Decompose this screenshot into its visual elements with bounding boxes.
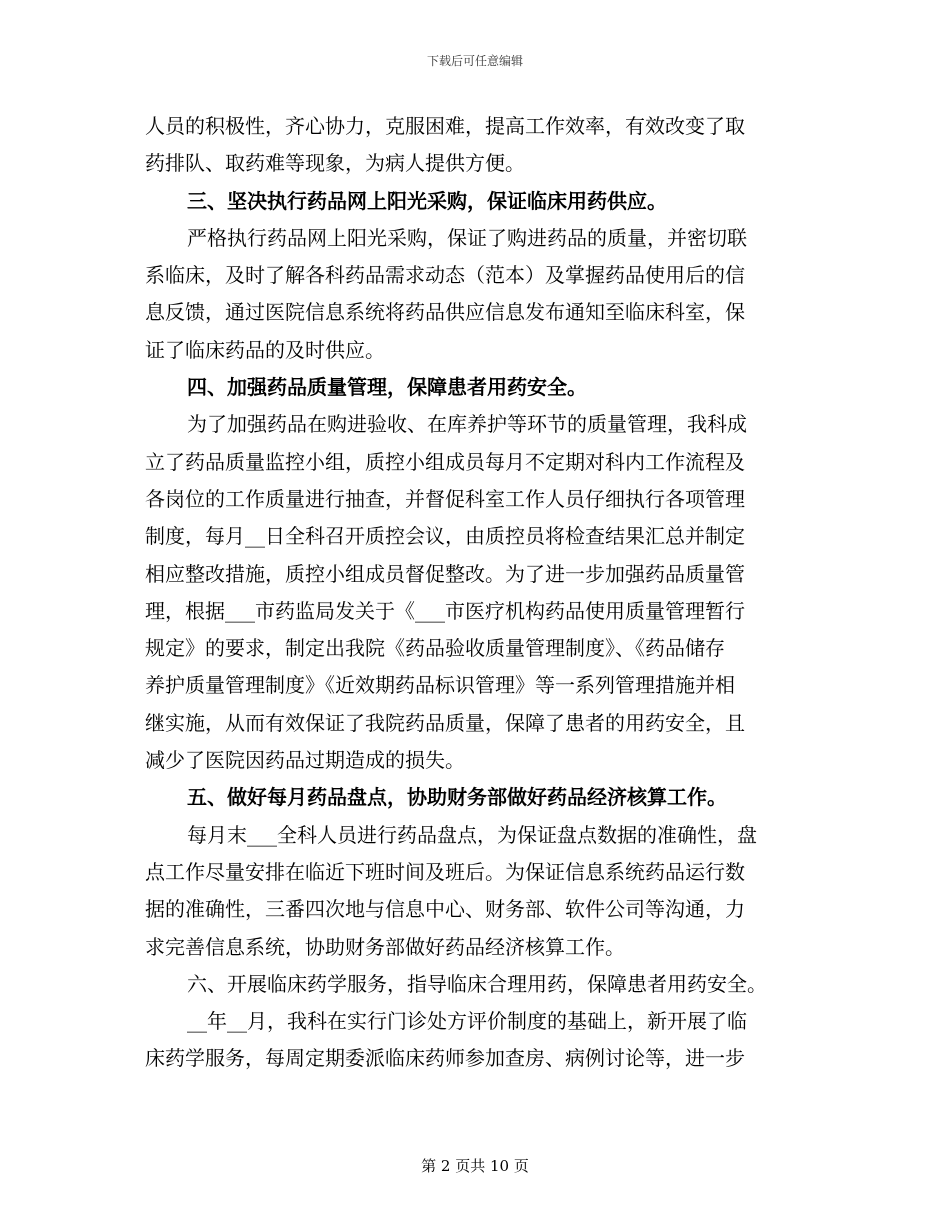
paragraph-line: __年__月，我科在实行门诊处方评价制度的基础上，新开展了临: [187, 1009, 747, 1034]
section-heading-line: 五、做好每月药品盘点，协助财务部做好药品经济核算工作。: [187, 785, 727, 810]
paragraph-line: 六、开展临床药学服务，指导临床合理用药，保障患者用药安全。: [187, 971, 767, 996]
section-heading-line: 三、坚决执行药品网上阳光采购，保证临床用药供应。: [187, 188, 667, 213]
paragraph-line: 息反馈，通过医院信息系统将药品供应信息发布通知至临床科室，保: [145, 300, 745, 325]
paragraph-line: 床药学服务，每周定期委派临床药师参加查房、病例讨论等，进一步: [145, 1046, 745, 1071]
paragraph-line: 证了临床药品的及时供应。: [145, 337, 385, 362]
paragraph-line: 为了加强药品在购进验收、在库养护等环节的质量管理，我科成: [187, 412, 747, 437]
paragraph-line: 点工作尽量安排在临近下班时间及班后。为保证信息系统药品运行数: [145, 859, 745, 884]
paragraph-line: 养护质量管理制度》《近效期药品标识管理》等一系列管理措施并相: [145, 673, 735, 698]
paragraph-line: 系临床，及时了解各科药品需求动态（范本）及掌握药品使用后的信: [145, 263, 745, 288]
paragraph-line: 人员的积极性，齐心协力，克服困难，提高工作效率，有效改变了取: [145, 114, 745, 138]
page-header: 下载后可任意编辑: [426, 54, 523, 68]
section-heading-line: 四、加强药品质量管理，保障患者用药安全。: [187, 375, 587, 400]
page-footer: 第 2 页共 10 页: [421, 1157, 529, 1175]
paragraph-line: 严格执行药品网上阳光采购，保证了购进药品的质量，并密切联: [187, 225, 747, 250]
paragraph-line: 立了药品质量监控小组，质控小组成员每月不定期对科内工作流程及: [145, 449, 745, 474]
paragraph-line: 减少了医院因药品过期造成的损失。: [145, 748, 465, 773]
paragraph-line: 制度，每月__日全科召开质控会议，由质控员将检查结果汇总并制定: [145, 524, 745, 549]
paragraph-line: 各岗位的工作质量进行抽查，并督促科室工作人员仔细执行各项管理: [145, 486, 745, 511]
paragraph-line: 继实施，从而有效保证了我院药品质量，保障了患者的用药安全，且: [145, 710, 745, 735]
paragraph-line: 规定》的要求，制定出我院《药品验收质量管理制度》、《药品储存: [145, 636, 725, 661]
paragraph-line: 相应整改措施，质控小组成员督促整改。为了进一步加强药品质量管: [145, 561, 745, 586]
paragraph-line: 每月末___全科人员进行药品盘点，为保证盘点数据的准确性，盘: [187, 822, 757, 847]
paragraph-line: 药排队、取药难等现象，为病人提供方便。: [145, 151, 525, 176]
paragraph-line: 理，根据___市药监局发关于《___市医疗机构药品使用质量管理暂行: [145, 598, 745, 623]
paragraph-line: 求完善信息系统，协助财务部做好药品经济核算工作。: [145, 934, 625, 959]
paragraph-line: 据的准确性，三番四次地与信息中心、财务部、软件公司等沟通，力: [145, 897, 745, 922]
document-body: [145, 108, 805, 1078]
